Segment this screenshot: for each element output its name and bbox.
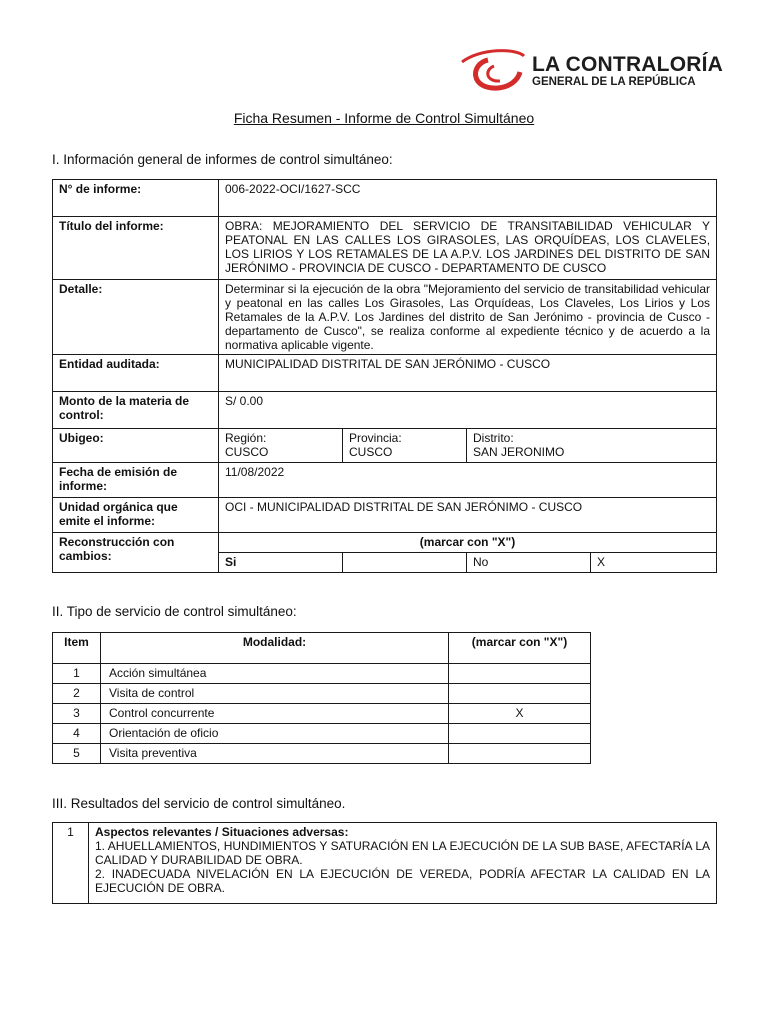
si-mark — [343, 553, 467, 573]
region-cell — [219, 429, 343, 463]
table-row — [53, 704, 591, 724]
brand-subtitle: GENERAL DE LA REPÚBLICA — [532, 76, 696, 88]
table-row — [53, 429, 717, 463]
distrito-value: SAN JERONIMO — [473, 445, 565, 459]
unidad-value: OCI - MUNICIPALIDAD DISTRITAL DE SAN JERÓNIMO - CUSCO — [219, 498, 717, 533]
distrito-cell — [467, 429, 717, 463]
result-content — [89, 823, 717, 904]
table-row — [53, 355, 717, 392]
table-row — [53, 823, 717, 904]
modalidad-mark: X — [449, 704, 591, 724]
modalidad-mark — [449, 744, 591, 764]
distrito-label: Distrito: — [473, 431, 514, 445]
result-point: 1. AHUELLAMIENTOS, HUNDIMIENTOS Y SATURACIÓN EN LA EJECUCIÓN DE LA SUB BASE, AFECTARÍA LA CALIDAD Y DURABILIDAD DE OBRA. — [95, 839, 710, 867]
entidad-label: Entidad auditada: — [53, 355, 219, 392]
region-value: CUSCO — [225, 445, 269, 459]
unidad-label: Unidad orgánica que emite el informe: — [53, 498, 219, 533]
informe-value: 006-2022-OCI/1627-SCC — [219, 180, 717, 217]
no-label: No — [467, 553, 591, 573]
col-marcar-header: (marcar con "X") — [449, 633, 591, 664]
table-row — [53, 498, 717, 533]
section-1-heading: I. Información general de informes de control simultáneo: — [52, 152, 393, 167]
titulo-label: Título del informe: — [53, 217, 219, 280]
modalidad-mark — [449, 684, 591, 704]
result-item-number: 1 — [53, 823, 89, 904]
provincia-label: Provincia: — [349, 431, 402, 445]
item-number: 4 — [53, 724, 101, 744]
contraloria-logo — [458, 46, 728, 96]
section-3-heading: III. Resultados del servicio de control simultáneo. — [52, 796, 346, 811]
brand-name: LA CONTRALORÍA — [532, 53, 724, 76]
col-modalidad-header: Modalidad: — [101, 633, 449, 664]
table-row — [53, 463, 717, 498]
table-row — [53, 280, 717, 355]
reconstruccion-instruction: (marcar con "X") — [219, 533, 717, 553]
item-number: 3 — [53, 704, 101, 724]
results-table — [52, 822, 717, 904]
monto-value: S/ 0.00 — [219, 392, 717, 429]
table-row — [53, 392, 717, 429]
entidad-value: MUNICIPALIDAD DISTRITAL DE SAN JERÓNIMO - CUSCO — [219, 355, 717, 392]
modalidad-name: Acción simultánea — [101, 664, 449, 684]
region-label: Región: — [225, 431, 267, 445]
reconstruccion-label: Reconstrucción con cambios: — [53, 533, 219, 573]
detalle-value: Determinar si la ejecución de la obra "Mejoramiento del servicio de transitabilidad vehicular y peatonal en las calles Los Girasoles, Las Orquídeas, Los Claveles, Los Lirios y Los Retamales de la A.P.V. Los Jardines del distrito de San Jerónimo - provincia de Cusco - departamento de Cusco", se realiza conforme al expediente técnico y de acuerdo a la normativa aplicable vigente. — [219, 280, 717, 355]
modalidad-mark — [449, 724, 591, 744]
modalidad-name: Visita de control — [101, 684, 449, 704]
table-row — [53, 724, 591, 744]
monto-label: Monto de la materia de control: — [53, 392, 219, 429]
modalidad-name: Orientación de oficio — [101, 724, 449, 744]
informe-label: N° de informe: — [53, 180, 219, 217]
si-label: Si — [219, 553, 343, 573]
item-number: 2 — [53, 684, 101, 704]
table-row — [53, 684, 591, 704]
ubigeo-label: Ubigeo: — [53, 429, 219, 463]
document-title: Ficha Resumen - Informe de Control Simultáneo — [233, 110, 535, 126]
result-title: Aspectos relevantes / Situaciones adversas: — [95, 825, 349, 839]
item-number: 1 — [53, 664, 101, 684]
provincia-cell — [343, 429, 467, 463]
table-row — [53, 744, 591, 764]
modalidad-mark — [449, 664, 591, 684]
modalidad-name: Visita preventiva — [101, 744, 449, 764]
provincia-value: CUSCO — [349, 445, 393, 459]
result-point: 2. INADECUADA NIVELACIÓN EN LA EJECUCIÓN DE VEREDA, PODRÍA AFECTAR LA CALIDAD EN LA EJECUCIÓN DE OBRA. — [95, 867, 710, 895]
fecha-value: 11/08/2022 — [219, 463, 717, 498]
general-info-table — [52, 179, 717, 573]
service-type-table — [52, 632, 591, 764]
fecha-label: Fecha de emisión de informe: — [53, 463, 219, 498]
table-row — [53, 664, 591, 684]
no-mark: X — [591, 553, 717, 573]
item-number: 5 — [53, 744, 101, 764]
contraloria-emblem-icon — [458, 46, 528, 94]
table-header-row — [53, 633, 591, 664]
table-row — [53, 217, 717, 280]
modalidad-name: Control concurrente — [101, 704, 449, 724]
col-item-header: Item — [53, 633, 101, 664]
titulo-value: OBRA: MEJORAMIENTO DEL SERVICIO DE TRANSITABILIDAD VEHICULAR Y PEATONAL EN LAS CALLES LOS GIRASOLES, LAS ORQUÍDEAS, LOS CLAVELES, LOS LIRIOS Y LOS RETAMALES DE LA A.P.V. LOS JARDINES DEL DISTRITO DE SAN JERÓNIMO - PROVINCIA DE CUSCO - DEPARTAMENTO DE CUSCO — [219, 217, 717, 280]
table-row — [53, 533, 717, 553]
table-row — [53, 180, 717, 217]
section-2-heading: II. Tipo de servicio de control simultáneo: — [52, 604, 297, 619]
detalle-label: Detalle: — [53, 280, 219, 355]
